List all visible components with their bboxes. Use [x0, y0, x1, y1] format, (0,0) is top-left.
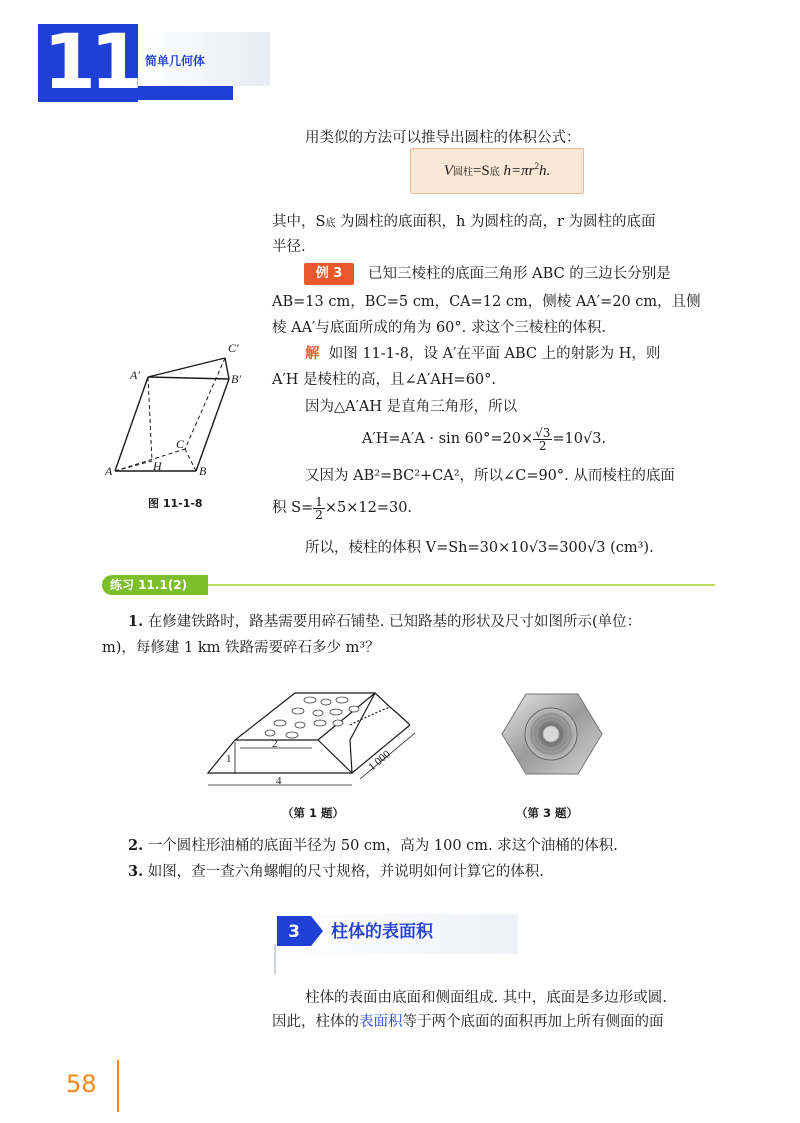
q1-line-2: m)，每修建 1 km 铁路需要碎石多少 m³？	[102, 640, 380, 656]
section-rule	[274, 944, 276, 974]
section-title: 柱体的表面积	[331, 922, 433, 942]
nut-center	[543, 726, 559, 742]
eq-num: √3	[535, 425, 551, 440]
q3-line	[128, 862, 544, 882]
hex-nut-figure	[496, 688, 606, 780]
explain-line-1	[272, 212, 656, 234]
dim-top-label: 2	[272, 738, 278, 750]
example-line-1: 已知三棱柱的底面三角形 ABC 的三边长分别是	[368, 266, 671, 282]
body-line-2	[272, 1012, 664, 1032]
eq-left: A′H=A′A · sin 60°=20×	[362, 431, 534, 447]
label-a: A	[105, 464, 113, 478]
edge-b-c	[185, 449, 196, 471]
prism-figure	[100, 336, 260, 486]
keyword-surface-area: 表面积	[359, 1014, 403, 1030]
q1-number: 1.	[128, 613, 144, 630]
q2-line	[128, 836, 618, 856]
formula-tail: h.	[538, 163, 551, 179]
formula-v-sub: 圆柱	[452, 167, 473, 178]
formula-exp: 2	[534, 161, 539, 171]
q1-line-1	[128, 612, 641, 632]
segment-a-h	[115, 461, 152, 471]
roadbed-figure	[200, 685, 430, 795]
explain-1b: 为圆柱的底面积，h 为圆柱的高，r 为圆柱的底面	[335, 214, 656, 230]
example-line-2: AB=13 cm，BC=5 cm，CA=12 cm，侧棱 AA′=20 cm，且侧	[272, 294, 701, 310]
eq-den: 2	[538, 438, 547, 453]
dim-bottom-label: 4	[276, 775, 282, 787]
explain-sub: 底	[325, 218, 336, 229]
solution-line-2: A′H 是棱柱的高，且∠A′AH=60°.	[272, 372, 497, 388]
fig1-caption: （第 1 题）	[282, 806, 345, 820]
q1-text-1: 在修建铁路时，路基需要用碎石铺垫. 已知路基的形状及尺寸如图所示(单位：	[147, 614, 642, 630]
exercise-divider	[208, 584, 715, 586]
edge-cprime-c	[185, 358, 225, 449]
explain-line-2: 半径.	[272, 239, 306, 255]
section-number: 3	[288, 922, 300, 942]
formula-eq1: =S	[472, 163, 490, 179]
body-2b: 等于两个底面的面积再加上所有侧面的面	[402, 1014, 664, 1030]
solution-line-3: 因为△A′AH 是直角三角形，所以	[305, 399, 518, 415]
q2-number: 2.	[128, 837, 144, 854]
edge-bprime-b	[196, 379, 229, 471]
dim-height-label: 1	[226, 753, 232, 765]
s5-num: 1	[315, 494, 323, 509]
chapter-number: 11	[43, 17, 137, 106]
dim-length-label: 1 000	[366, 748, 393, 774]
fig3-caption: （第 3 题）	[516, 806, 579, 820]
eq-fraction	[533, 427, 552, 452]
edge-aprime-cprime	[148, 358, 225, 377]
label-a-prime: A′	[130, 368, 140, 382]
formula-s-sub: 底	[489, 167, 500, 178]
edge-aprime-a	[115, 377, 148, 471]
label-b-prime: B′	[231, 372, 241, 386]
roadbed-back-edge	[375, 693, 410, 725]
solution-line-1	[305, 344, 660, 364]
chapter-underline	[138, 86, 233, 100]
figure-caption: 图 11-1-8	[148, 497, 203, 510]
s5-den: 2	[315, 507, 323, 522]
example-line-3: 棱 AA′与底面所成的角为 60°. 求这个三棱柱的体积.	[272, 320, 606, 336]
q3-number: 3.	[128, 863, 144, 880]
solution-line-6: 所以，棱柱的体积 V=Sh=30×10√3=300√3 (cm³).	[305, 540, 654, 556]
label-h: H	[153, 459, 162, 473]
height-aprime-h	[148, 377, 152, 461]
solution-line-4: 又因为 AB²=BC²+CA²，所以∠C=90°. 从而棱柱的底面	[305, 468, 675, 484]
eq-right: =10√3.	[552, 431, 607, 447]
solution-line-5	[272, 494, 412, 522]
q2-text: 一个圆柱形油桶的底面半径为 50 cm，高为 100 cm. 求这个油桶的体积.	[147, 838, 618, 854]
label-b: B	[199, 464, 207, 478]
explain-1a: 其中，S	[272, 214, 326, 230]
body-line-1: 柱体的表面由底面和侧面组成. 其中，底面是多边形或圆.	[305, 990, 667, 1006]
solution-label: 解	[305, 345, 320, 362]
s5-fraction	[313, 496, 325, 521]
s5-b: ×5×12=30.	[324, 500, 413, 516]
cylinder-volume-formula	[410, 148, 584, 194]
edge-cprime-bprime	[225, 358, 229, 379]
solution-equation	[362, 425, 606, 453]
edge-aprime-bprime	[148, 377, 229, 379]
formula-rest: h=πr	[499, 163, 535, 179]
page-rule	[117, 1060, 119, 1112]
label-c-prime: C′	[228, 341, 239, 355]
example-badge: 例 3	[304, 263, 354, 285]
label-c: C	[176, 437, 185, 451]
formula-v: V	[443, 163, 453, 179]
q3-text: 如图，查一查六角螺帽的尺寸规格，并说明如何计算它的体积.	[147, 864, 544, 880]
intro-text: 用类似的方法可以推导出圆柱的体积公式：	[305, 130, 581, 146]
exercise-badge: 练习 11.1(2)	[102, 575, 208, 595]
s5-a: 积 S=	[272, 500, 314, 516]
body-2a: 因此，柱体的	[272, 1014, 359, 1030]
chapter-title: 简单几何体	[145, 54, 206, 68]
solution-1: 如图 11-1-8，设 A′在平面 ABC 上的射影为 H，则	[328, 346, 661, 362]
page-number: 58	[66, 1070, 97, 1098]
